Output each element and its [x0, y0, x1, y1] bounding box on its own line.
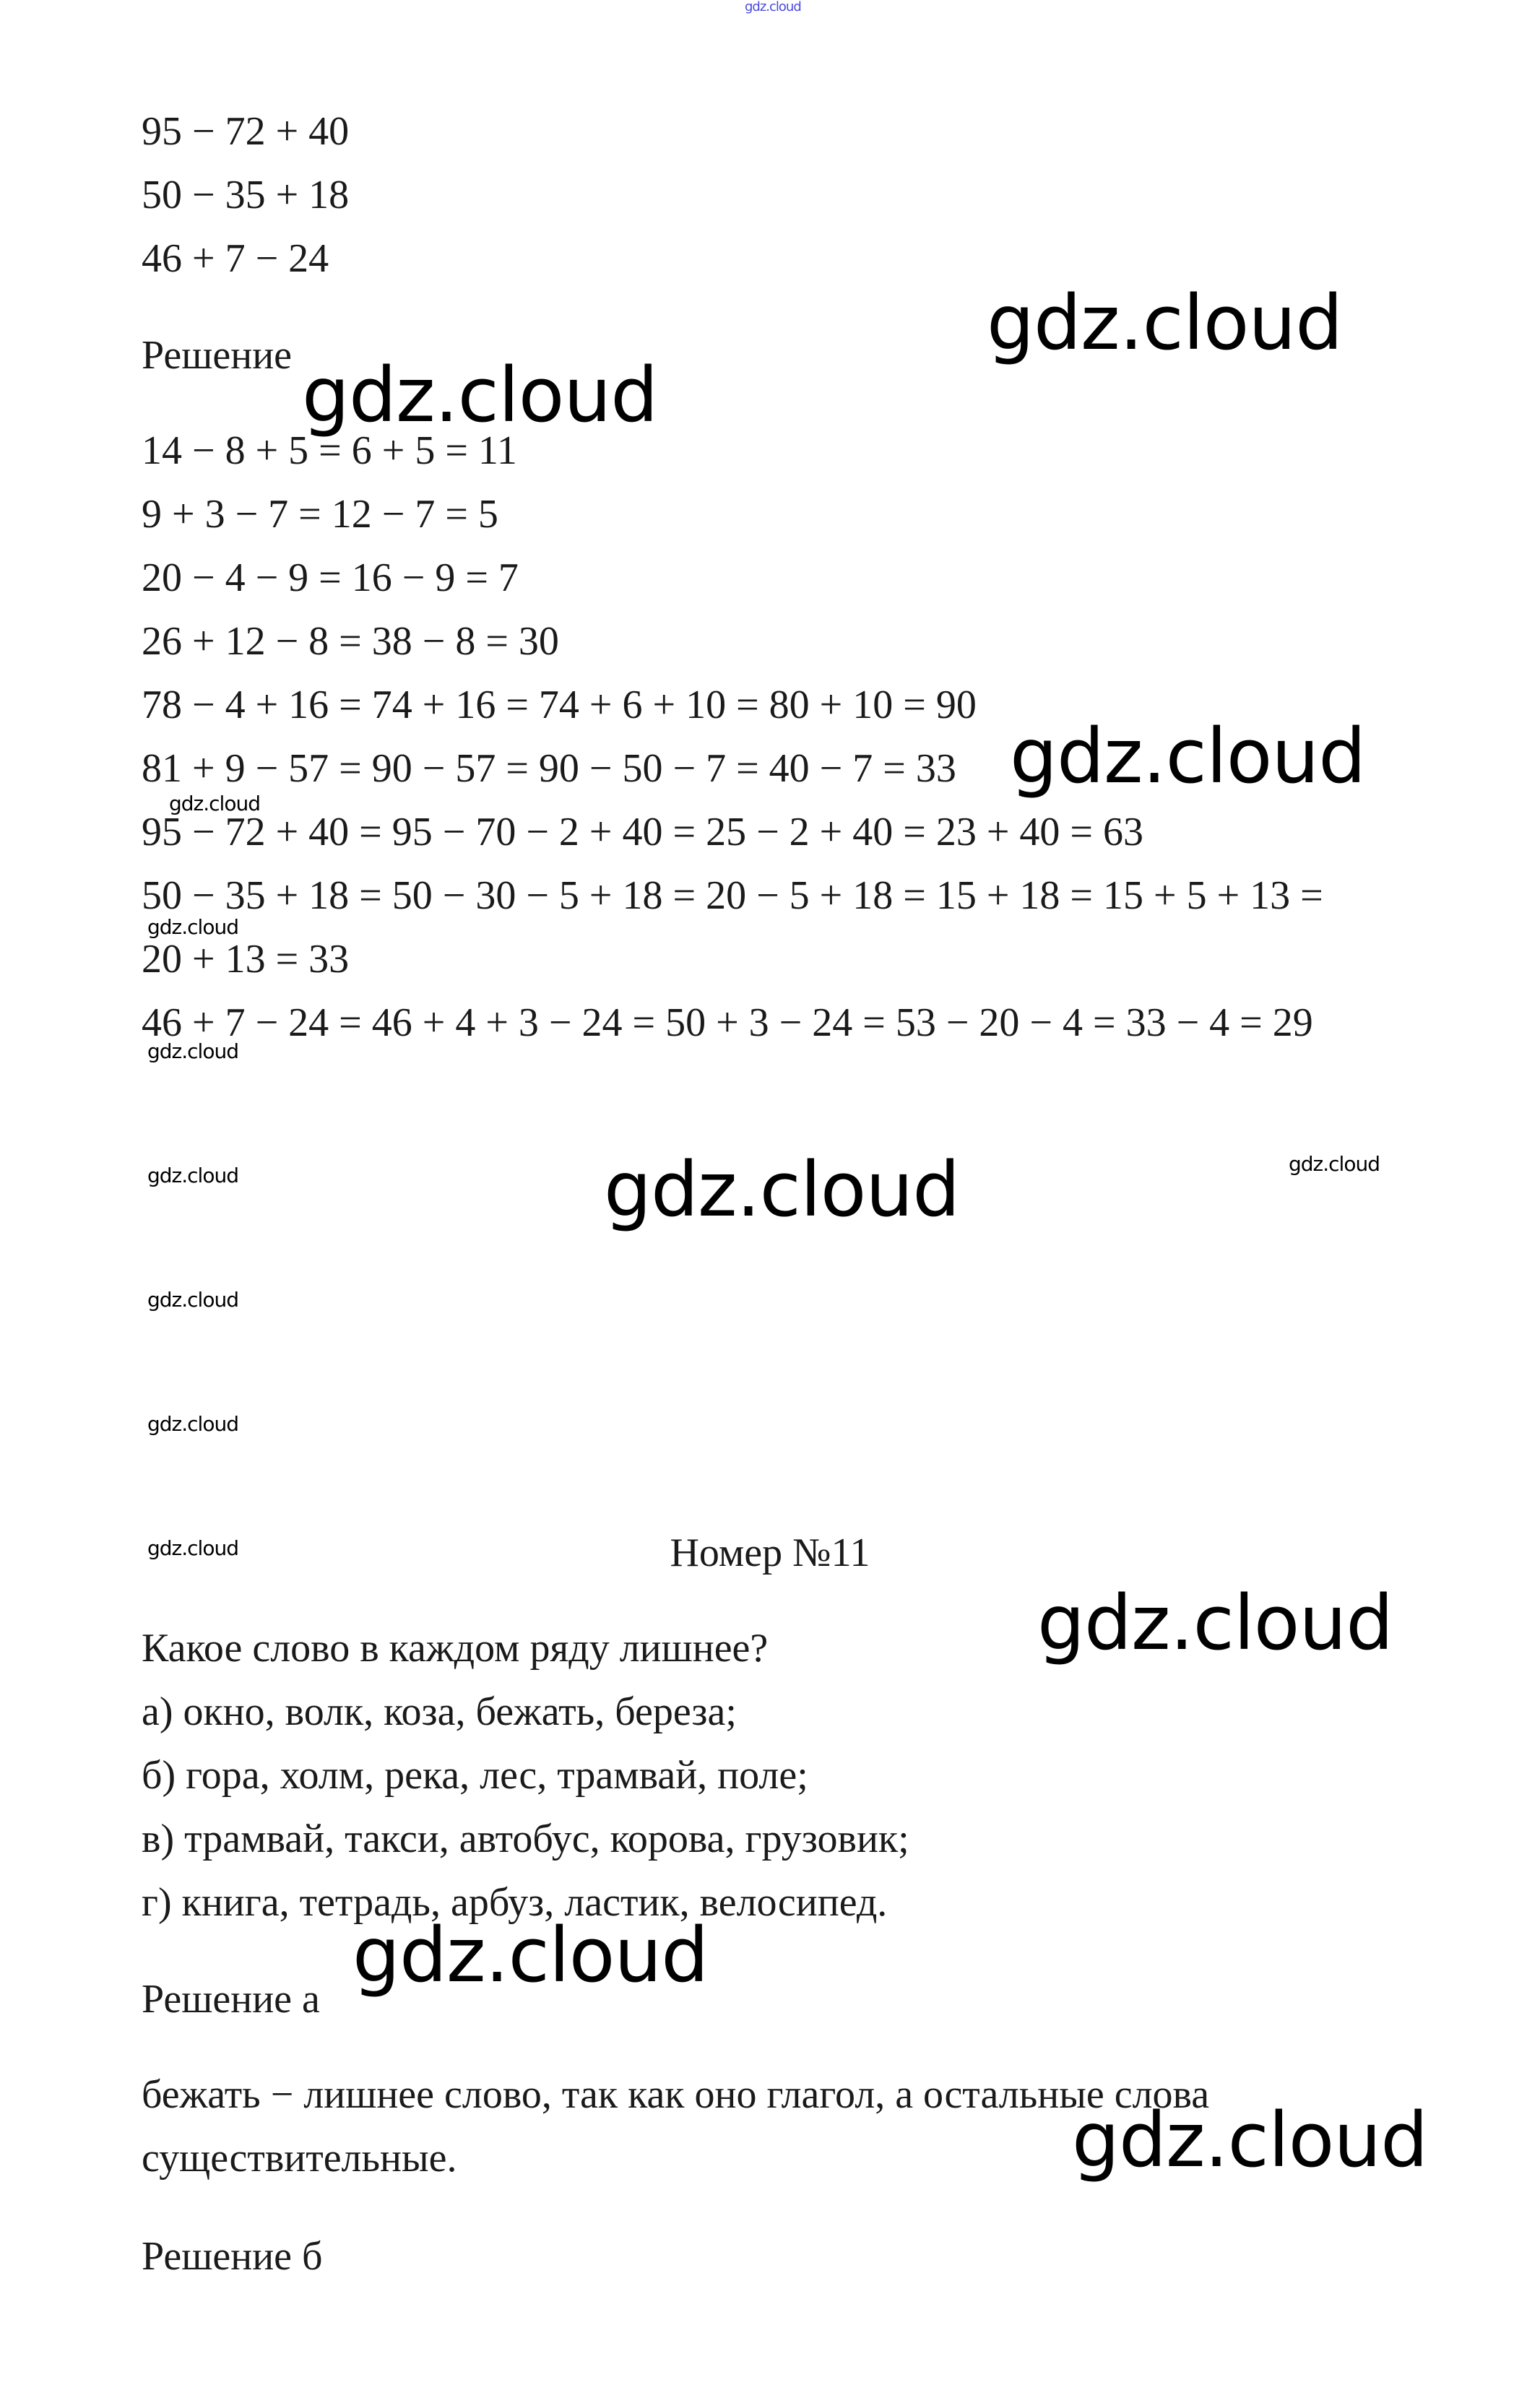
solution-line: 46 + 7 − 24 = 46 + 4 + 3 − 24 = 50 + 3 − 24 = 53 − 20 − 4 = 33 − 4 = 29	[142, 1000, 1313, 1045]
solution-line: 14 − 8 + 5 = 6 + 5 = 11	[142, 428, 517, 473]
watermark: gdz.cloud	[1072, 2096, 1428, 2184]
watermark: gdz.cloud	[147, 1412, 238, 1436]
solution-line: 78 − 4 + 16 = 74 + 16 = 74 + 6 + 10 = 80 + 10 = 90	[142, 683, 977, 727]
top-watermark: gdz.cloud	[745, 0, 801, 14]
solution-line: 95 − 72 + 40 = 95 − 70 − 2 + 40 = 25 − 2 + 40 = 23 + 40 = 63	[142, 810, 1143, 854]
watermark: gdz.cloud	[147, 915, 238, 939]
task-row: г) книга, тетрадь, арбуз, ластик, велосипед.	[142, 1880, 888, 1925]
solution-b-label: Решение б	[142, 2234, 323, 2279]
solution-a-text: бежать − лишнее слово, так как оно глагол, а остальные слова	[142, 2072, 1210, 2117]
solution-line: 9 + 3 − 7 = 12 − 7 = 5	[142, 492, 498, 537]
watermark: gdz.cloud	[352, 1911, 709, 1999]
watermark: gdz.cloud	[169, 792, 260, 815]
task-question: Какое слово в каждом ряду лишнее?	[142, 1626, 769, 1671]
solution-a-label: Решение а	[142, 1977, 320, 2022]
watermark: gdz.cloud	[302, 351, 658, 439]
task-title: Номер №11	[670, 1530, 870, 1575]
watermark: gdz.cloud	[147, 1164, 238, 1187]
watermark: gdz.cloud	[147, 1536, 238, 1560]
solution-line: 20 − 4 − 9 = 16 − 9 = 7	[142, 555, 519, 600]
solution-line: 26 + 12 − 8 = 38 − 8 = 30	[142, 619, 559, 664]
solution-line: 50 − 35 + 18 = 50 − 30 − 5 + 18 = 20 − 5 + 18 = 15 + 18 = 15 + 5 + 13 =	[142, 873, 1323, 918]
task-row: а) окно, волк, коза, бежать, береза;	[142, 1689, 737, 1734]
watermark: gdz.cloud	[604, 1146, 960, 1234]
watermark: gdz.cloud	[147, 1039, 238, 1063]
watermark: gdz.cloud	[147, 1288, 238, 1312]
task-row: б) гора, холм, река, лес, трамвай, поле;	[142, 1753, 808, 1798]
solution-line: 81 + 9 − 57 = 90 − 57 = 90 − 50 − 7 = 40 − 7 = 33	[142, 746, 956, 791]
task-row: в) трамвай, такси, автобус, корова, грузовик;	[142, 1817, 909, 1861]
watermark: gdz.cloud	[1010, 712, 1366, 800]
solution-a-text: существительные.	[142, 2136, 457, 2181]
problem-line: 50 − 35 + 18	[142, 173, 350, 217]
solution-line: 20 + 13 = 33	[142, 937, 350, 982]
solution-label: Решение	[142, 333, 293, 378]
watermark: gdz.cloud	[987, 279, 1343, 367]
problem-line: 46 + 7 − 24	[142, 236, 329, 281]
watermark: gdz.cloud	[1289, 1152, 1380, 1176]
watermark: gdz.cloud	[1037, 1579, 1393, 1667]
problem-line: 95 − 72 + 40	[142, 109, 350, 154]
